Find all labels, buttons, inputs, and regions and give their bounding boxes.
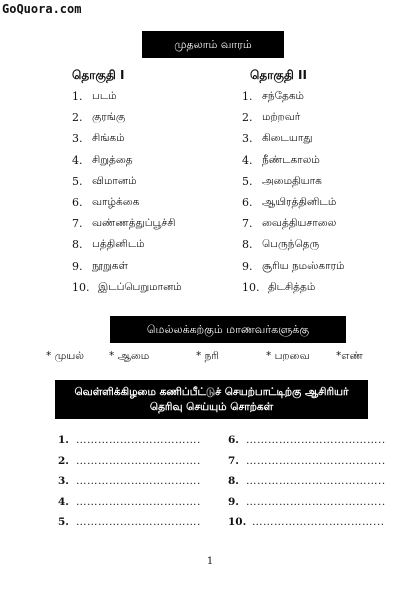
blank-dots: ……………………………. — [76, 475, 201, 487]
list-item — [242, 154, 345, 175]
item-word: கிடையாது — [262, 132, 313, 145]
item-word: அமைதியாக — [262, 174, 322, 187]
friday-title-line2: தெரிவு செய்யும் சொற்கள் — [149, 400, 274, 413]
blank-number: 7. — [228, 454, 239, 467]
blank-number: 3. — [58, 475, 69, 487]
list-item — [242, 196, 345, 217]
item-number: 1. — [72, 90, 83, 103]
item-word: படம் — [92, 90, 117, 102]
group1-word-list — [72, 90, 182, 302]
list-item — [72, 281, 182, 302]
blank-dots: ……………………………. — [76, 516, 201, 528]
item-word: குரங்கு — [92, 111, 126, 124]
item-word: சூரிய நமஸ்காரம் — [262, 259, 345, 272]
blank-dots: ……………………………... — [252, 516, 385, 528]
item-word: பெருந்தெரு — [262, 238, 320, 251]
blank-dots: ……………………………….. — [246, 475, 386, 487]
item-word: பத்தினிடம் — [92, 238, 145, 251]
list-item — [72, 217, 182, 238]
list-item — [72, 111, 182, 132]
item-word: மற்றவர் — [262, 111, 301, 124]
blank-dots: ……………………………. — [76, 434, 201, 446]
blank-number: 9. — [228, 495, 239, 508]
list-item — [242, 175, 345, 196]
item-number: 9. — [72, 259, 83, 273]
slow-learners-banner: மெல்லக்கற்கும் மாணவர்களுக்கு — [110, 316, 346, 343]
blank-number: 6. — [228, 434, 239, 446]
item-number: 9. — [242, 259, 253, 273]
blank-dots: ……………………………. — [76, 495, 201, 508]
page-number: 1 — [206, 556, 214, 567]
slow-learner-words — [44, 350, 384, 366]
slow-word: * நரி — [196, 350, 219, 362]
blank-line — [228, 455, 386, 476]
blank-number: 4. — [58, 495, 69, 508]
blank-number: 8. — [228, 475, 239, 487]
blank-number: 1. — [58, 434, 69, 446]
item-word: ஆயிரத்தினிடம் — [262, 195, 337, 208]
blank-dots: ……………………………….. — [246, 495, 386, 508]
item-number: 4. — [242, 153, 253, 167]
group1-heading: தொகுதி I — [72, 68, 125, 82]
blank-line — [58, 455, 201, 476]
list-item — [242, 260, 345, 281]
blank-dots: ……………………………. — [76, 454, 201, 467]
friday-assessment-banner — [55, 380, 368, 419]
item-word: சந்தேகம் — [262, 90, 305, 102]
item-word: சிறுத்தை — [92, 153, 133, 166]
item-word: திடசித்தம் — [268, 280, 316, 293]
blank-number: 5. — [58, 516, 69, 528]
blank-dots: ……………………………….. — [246, 454, 386, 467]
item-number: 1. — [242, 90, 253, 103]
item-number: 7. — [242, 217, 253, 231]
list-item — [242, 238, 345, 259]
item-word: நூறுகள் — [92, 259, 128, 272]
item-word: சிங்கம் — [92, 132, 125, 145]
group2-heading: தொகுதி II — [250, 68, 307, 82]
list-item — [242, 90, 345, 111]
blank-dots: ……………………………….. — [246, 434, 386, 446]
list-item — [72, 238, 182, 259]
blank-number: 2. — [58, 454, 69, 467]
item-number: 7. — [72, 217, 83, 231]
item-word: வாழ்க்கை — [92, 195, 140, 208]
item-number: 6. — [72, 195, 83, 209]
blank-line — [58, 434, 201, 455]
item-number: 3. — [242, 132, 253, 146]
item-word: வைத்தியசாலை — [262, 217, 337, 230]
week-title-banner: முதலாம் வாரம் — [142, 31, 284, 58]
list-item — [72, 90, 182, 111]
list-item — [72, 260, 182, 281]
blank-line — [228, 475, 386, 496]
blank-line — [58, 475, 201, 496]
list-item — [72, 154, 182, 175]
list-item — [72, 196, 182, 217]
item-number: 2. — [242, 111, 253, 125]
blank-line — [228, 516, 386, 537]
item-number: 8. — [242, 238, 253, 252]
blank-line — [58, 516, 201, 537]
item-number: 3. — [72, 132, 83, 146]
item-number: 8. — [72, 238, 83, 252]
list-item — [242, 281, 345, 302]
slow-word: * ஆமை — [109, 350, 150, 362]
list-item — [242, 132, 345, 153]
item-word: நீண்டகாலம் — [262, 153, 320, 166]
blank-number: 10. — [228, 516, 247, 528]
item-number: 4. — [72, 153, 83, 167]
blank-line — [228, 434, 386, 455]
item-number: 10. — [72, 280, 90, 294]
watermark: GoQuora.com — [2, 2, 82, 16]
item-number: 5. — [242, 174, 253, 188]
list-item — [72, 132, 182, 153]
item-word: விமானம் — [92, 174, 137, 187]
slow-word: * பறவை — [266, 350, 310, 362]
slow-word: *எண் — [336, 350, 363, 362]
item-number: 2. — [72, 111, 83, 125]
item-number: 6. — [242, 195, 253, 209]
slow-word: * முயல் — [46, 350, 84, 362]
blank-list-right — [228, 434, 386, 537]
item-number: 5. — [72, 174, 83, 188]
item-number: 10. — [242, 280, 260, 294]
list-item — [72, 175, 182, 196]
group2-word-list — [242, 90, 345, 302]
item-word: இடப்பெறுமானம் — [98, 280, 182, 293]
blank-line — [228, 496, 386, 517]
item-word: வண்ணத்துப்பூச்சி — [92, 217, 176, 230]
blank-list-left — [58, 434, 201, 537]
list-item — [242, 217, 345, 238]
friday-title-line1: வெள்ளிக்கிழமை கணிப்பீட்டுச் செயற்பாட்டிற்கு ஆசிரியர் — [74, 385, 349, 398]
blank-line — [58, 496, 201, 517]
list-item — [242, 111, 345, 132]
